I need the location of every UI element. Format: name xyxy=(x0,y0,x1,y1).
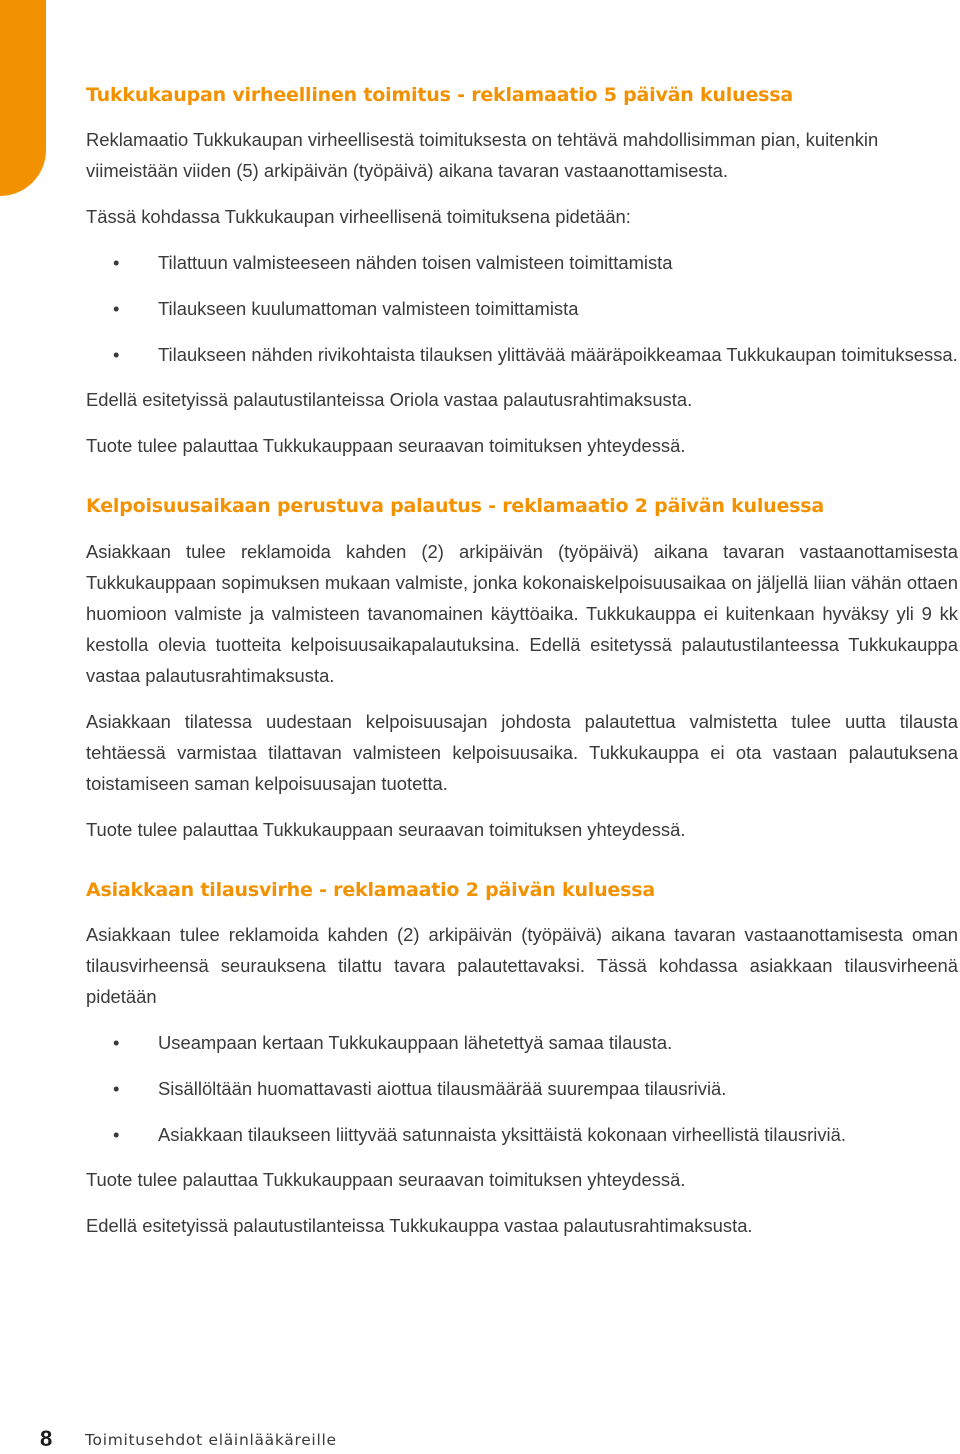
bullet-icon: • xyxy=(113,298,120,319)
list-item: • Tilaukseen nähden rivikohtaista tilauksen ylittävää määräpoikkeamaa Tukkukaupan toimituksessa. xyxy=(86,339,958,370)
list-item: • Tilaukseen kuulumattoman valmisteen toimittamista xyxy=(86,293,958,324)
page-number: 8 xyxy=(40,1426,53,1451)
list-item: • Sisällöltään huomattavasti aiottua tilausmäärää suurempaa tilausriviä. xyxy=(86,1073,958,1104)
note-paragraph: Tuote tulee palauttaa Tukkukauppaan seuraavan toimituksen yhteydessä. xyxy=(86,435,686,456)
section-wrong-delivery xyxy=(86,80,958,461)
list-item: • Useampaan kertaan Tukkukauppaan lähetettyä samaa tilausta. xyxy=(86,1027,958,1058)
lead-paragraph: Tässä kohdassa Tukkukaupan virheellisenä toimituksena pidetään: xyxy=(86,206,631,227)
bullet-list xyxy=(86,247,958,370)
intro-paragraph: Reklamaatio Tukkukaupan virheellisestä toimituksesta on tehtävä mahdollisimman pian, kuitenkin viimeistään viiden (5) arkipäivän (työpäivä) aikana tavaran vastaanottamisesta. xyxy=(86,129,879,181)
section-heading: Kelpoisuusaikaan perustuva palautus - reklamaatio 2 päivän kuluessa xyxy=(86,495,824,517)
intro-paragraph: Asiakkaan tulee reklamoida kahden (2) arkipäivän (työpäivä) aikana tavaran vastaanottamisesta oman tilausvirheensä seurauksena tilattu tavara palautettavaksi. Tässä kohdassa asiakkaan tilausvirheenä pidetään xyxy=(86,924,958,1007)
bullet-icon: • xyxy=(113,1124,120,1145)
body-paragraph: Asiakkaan tilatessa uudestaan kelpoisuusajan johdosta palautettua valmistetta tulee uutta tilausta tehtäessä varmistaa tilattavan valmisteen kelpoisuusaika. Tukkukauppa ei ota vastaan palautuksena toistamiseen saman kelpoisuusajan tuotetta. xyxy=(86,711,958,794)
note-paragraph: Edellä esitetyissä palautustilanteissa Oriola vastaa palautusrahtimaksusta. xyxy=(86,389,693,410)
page-content xyxy=(86,80,958,1241)
note-paragraph: Edellä esitetyissä palautustilanteissa Tukkukauppa vastaa palautusrahtimaksusta. xyxy=(86,1215,753,1236)
note-paragraph: Tuote tulee palauttaa Tukkukauppaan seuraavan toimituksen yhteydessä. xyxy=(86,819,686,840)
note-paragraph: Tuote tulee palauttaa Tukkukauppaan seuraavan toimituksen yhteydessä. xyxy=(86,1169,686,1190)
list-item: • Tilattuun valmisteeseen nähden toisen valmisteen toimittamista xyxy=(86,247,958,278)
bullet-icon: • xyxy=(113,1032,120,1053)
body-paragraph: Asiakkaan tulee reklamoida kahden (2) arkipäivän (työpäivä) aikana tavaran vastaanottamisesta Tukkukauppaan sopimuksen mukaan valmiste, jonka kokonaiskelpoisuusaikaa on jäljellä liian vähän ottaen huomioon valmiste ja valmisteen tavanomainen käyttöaika. Tukkukauppa ei kuitenkaan hyväksy yli 9 kk kestolla olevia tuotteita kelpoisuusaikapalautuksina. Edellä esitetyssä palautustilanteessa Tukkukauppa vastaa palautusrahtimaksusta. xyxy=(86,541,958,686)
bullet-icon: • xyxy=(113,252,120,273)
orange-corner-tab xyxy=(0,0,46,196)
section-heading: Asiakkaan tilausvirhe - reklamaatio 2 päivän kuluessa xyxy=(86,879,655,901)
list-item: • Asiakkaan tilaukseen liittyvää satunnaista yksittäistä kokonaan virheellistä tilausriviä. xyxy=(86,1119,958,1150)
bullet-icon: • xyxy=(113,344,120,365)
bullet-icon: • xyxy=(113,1078,120,1099)
section-order-error xyxy=(86,875,958,1241)
footer-title: Toimitusehdot eläinlääkäreille xyxy=(85,1431,337,1449)
bullet-list xyxy=(86,1027,958,1150)
section-expiry-return xyxy=(86,491,958,845)
section-heading: Tukkukaupan virheellinen toimitus - reklamaatio 5 päivän kuluessa xyxy=(86,84,793,106)
